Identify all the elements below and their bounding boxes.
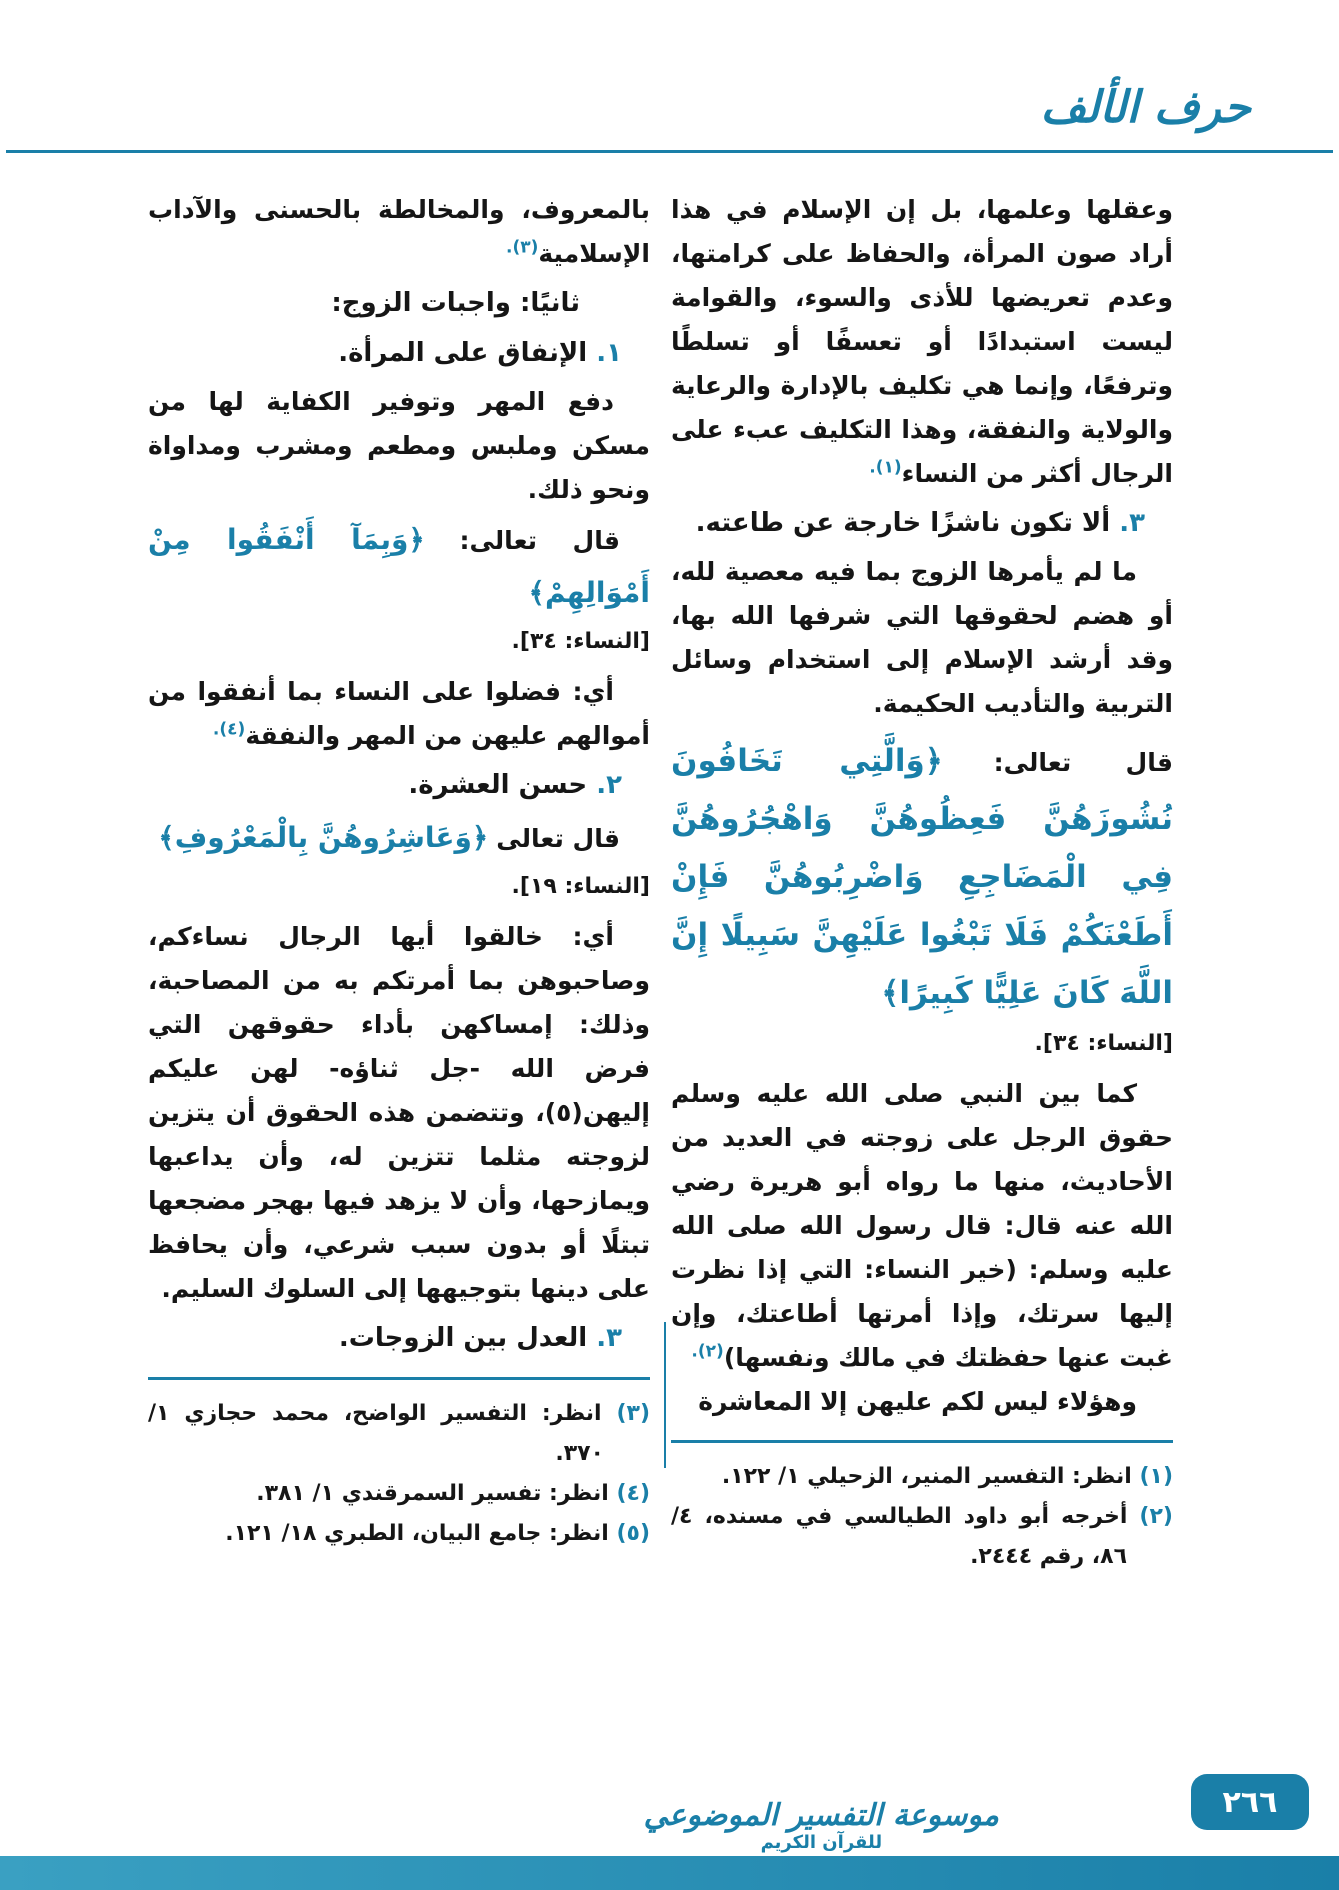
page-number-badge: ٢٦٦ (1191, 1774, 1309, 1830)
verse-lead: قال تعالى: (993, 748, 1174, 777)
quran-verse-line (148, 514, 650, 620)
footnote-number: (٤) (616, 1481, 650, 1506)
header-divider (6, 150, 1333, 153)
verse-lead: قال تعالى (496, 824, 620, 853)
footnote-text: انظر: التفسير الواضح، محمد حجازي ١/ ٣٧٠. (148, 1401, 604, 1466)
footnote-text: انظر: التفسير المنير، الزحيلي ١/ ١٢٢. (721, 1464, 1132, 1489)
heading-adl (148, 1315, 650, 1361)
verse-reference: [النساء: ٣٤]. (511, 629, 650, 654)
heading-ishra (148, 762, 650, 808)
heading-nashiz (671, 500, 1173, 546)
footnote-text: انظر: تفسير السمرقندي ١/ ٣٨١. (256, 1481, 609, 1506)
verse-reference: [النساء: ١٩]. (511, 874, 650, 899)
left-column (148, 188, 650, 1554)
paragraph-intro-text: وعقلها وعلمها، بل إن الإسلام في هذا أراد صون المرأة، والحفاظ على كرامتها، وعدم تعريضها للأذى والسوء، والقوامة ليست استبدادًا أو تعسفًا أو تسلطًا وترفعًا، وإنما هي تكليف بالإدارة والرعاية والولاية والنفقة، وهذا التكليف عبء على الرجال أكثر من النساء (671, 195, 1173, 488)
paragraph-nashiz: ما لم يأمرها الزوج بما فيه معصية لله، أو هضم لحقوقها التي شرفها الله بها، وقد أرشد الإسلام إلى استخدام وسائل التربية والتأديب الحكيمة. (671, 557, 1173, 718)
publisher-logo-subtitle: للقرآن الكريم (760, 1832, 883, 1854)
column-divider (664, 1322, 666, 1468)
right-column (671, 188, 1173, 1577)
footnote-separator (148, 1377, 650, 1380)
heading-text: حسن العشرة. (408, 770, 588, 800)
heading-number: ٢. (596, 770, 622, 800)
footnote-marker-1: (١). (869, 457, 902, 478)
footnote-number: (٥) (616, 1521, 650, 1546)
footnote-marker-3: (٣). (505, 237, 539, 258)
footnote-text: انظر: جامع البيان، الطبري ١٨/ ١٢١. (225, 1521, 609, 1546)
paragraph-ay1 (148, 670, 650, 758)
heading-number: ١. (596, 338, 622, 368)
heading-number: ٣. (596, 1323, 622, 1353)
verse-reference: [النساء: ٣٤]. (1034, 1031, 1173, 1056)
paragraph-hadith (671, 1072, 1173, 1380)
footnote (148, 1394, 650, 1474)
footnote (148, 1514, 650, 1554)
footnote-text: أخرجه أبو داود الطيالسي في مسنده، ٤/ ٨٦، رقم ٢٤٤٤. (671, 1504, 1128, 1569)
footnote (671, 1457, 1173, 1497)
heading-text: الإنفاق على المرأة. (338, 338, 588, 368)
quran-verse-block (671, 732, 1173, 1022)
subheading-duties: ثانيًا: واجبات الزوج: (331, 288, 580, 318)
heading-text: ألا تكون ناشزًا خارجة عن طاعته. (695, 508, 1111, 538)
footnote-marker-4: (٤). (212, 719, 246, 740)
right-footnotes (671, 1440, 1173, 1577)
paragraph-intro (671, 188, 1173, 496)
paragraph-ay1-text: أي: فضلوا على النساء بما أنفقوا من أموالهم عليهن من المهر والنفقة (148, 677, 650, 750)
quran-verse-text: ﴿وَعَاشِرُوهُنَّ بِالْمَعْرُوفِ﴾ (158, 821, 489, 854)
footnote-number: (١) (1139, 1464, 1173, 1489)
heading-number: ٣. (1119, 508, 1145, 538)
quran-verse-text: ﴿وَالَّتِي تَخَافُونَ نُشُوزَهُنَّ فَعِظُوهُنَّ وَاهْجُرُوهُنَّ فِي الْمَضَاجِعِ وَاضْرِبُوهُنَّ فَإِنْ أَطَعْنَكُمْ فَلَا تَبْغُوا عَلَيْهِنَّ سَبِيلًا إِنَّ اللَّهَ كَانَ عَلِيًّا كَبِيرًا﴾ (671, 743, 1173, 1011)
left-footnotes (148, 1377, 650, 1554)
quran-verse-line (148, 812, 650, 865)
publisher-logo-title: موسوعة التفسير الموضوعي (643, 1797, 999, 1833)
paragraph-continuation (148, 188, 650, 276)
footnote (148, 1474, 650, 1514)
paragraph-ay2: أي: خالقوا أيها الرجال نساءكم، وصاحبوهن بما أمرتكم به من المصاحبة، وذلك: إمساكهن بأداء حقوقهن التي فرض الله -جل ثناؤه- لهن عليكم إليهن(٥)، وتتضمن هذه الحقوق أن يتزين لزوجته مثلما تتزين له، وأن يداعبها ويمازحها، وأن لا يزهد فيها بهجر مضجعها تبتلًا أو بدون سبب شرعي، وأن يحافظ على دينها بتوجيهها إلى السلوك السليم. (148, 922, 650, 1303)
paragraph-hadith-text: كما بين النبي صلى الله عليه وسلم حقوق الرجل على زوجته في العديد من الأحاديث، منها ما رواه أبو هريرة رضي الله عنه قال: قال رسول الله صلى الله عليه وسلم: (خير النساء: التي إذا نظرت إليها سرتك، وإذا أمرتها أطاعتك، وإن غبت عنها حفظتك في مالك ونفسها) (671, 1079, 1173, 1372)
verse-lead: قال تعالى: (459, 526, 620, 555)
publisher-logo (644, 1799, 999, 1854)
heading-text: العدل بين الزوجات. (338, 1323, 588, 1353)
quran-verse-text: ﴿وَبِمَآ أَنْفَقُوا مِنْ أَمْوَالِهِمْ﴾ (148, 523, 650, 609)
chapter-title: حرف الألف (1040, 82, 1251, 133)
footnote-marker-2: (٢). (691, 1341, 724, 1362)
paragraph-continuation-text: بالمعروف، والمخالطة بالحسنى والآداب الإسلامية (148, 195, 650, 268)
footnote-number: (٣) (616, 1401, 650, 1426)
footnote-separator (671, 1440, 1173, 1443)
footnote-number: (٢) (1139, 1504, 1173, 1529)
footer-band (0, 1856, 1339, 1890)
paragraph-nafaqa: دفع المهر وتوفير الكفاية لها من مسكن وملبس ومطعم ومشرب ومداواة ونحو ذلك. (148, 387, 650, 504)
paragraph-last: وهؤلاء ليس لكم عليهن إلا المعاشرة (698, 1387, 1137, 1416)
footnote (671, 1497, 1173, 1577)
heading-nafaqa (148, 330, 650, 376)
